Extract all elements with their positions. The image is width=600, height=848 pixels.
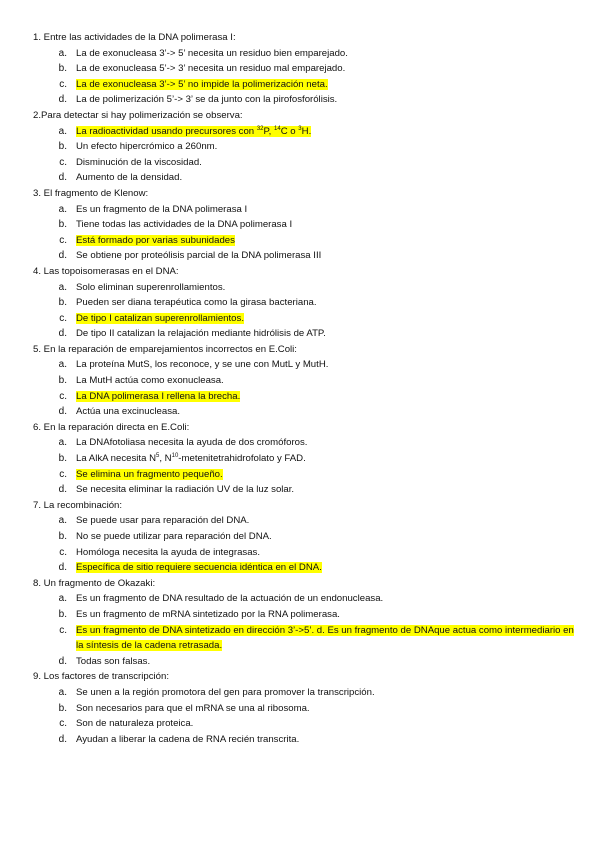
option-text bbox=[76, 311, 578, 327]
answer-option bbox=[33, 389, 578, 405]
question-title: 1. Entre las actividades de la DNA polimerasa I: bbox=[33, 32, 236, 43]
option-letter: c. bbox=[59, 234, 67, 246]
text-run: C o bbox=[280, 125, 296, 137]
option-text bbox=[76, 467, 578, 483]
answer-text bbox=[76, 172, 182, 183]
option-letter: b. bbox=[58, 141, 67, 153]
option-letter: a. bbox=[58, 281, 67, 293]
option-text bbox=[76, 124, 578, 140]
text-run: Pueden ser diana terapéutica como la girasa bacteriana. bbox=[76, 297, 317, 309]
option-text bbox=[76, 623, 578, 654]
superscript: 32 bbox=[256, 125, 264, 132]
option-text bbox=[76, 451, 578, 467]
question-block bbox=[33, 30, 578, 108]
option-letter: a. bbox=[58, 203, 67, 215]
question-block bbox=[33, 498, 578, 576]
option-text bbox=[76, 61, 578, 77]
answer-option bbox=[33, 732, 578, 748]
text-run: Actúa una excinucleasa. bbox=[76, 406, 180, 418]
answer-text bbox=[76, 359, 328, 370]
option-letter: c. bbox=[59, 156, 67, 168]
answer-option bbox=[33, 92, 578, 108]
text-run: Ayudan a liberar la cadena de RNA recién transcrita. bbox=[76, 733, 300, 745]
answer-option bbox=[33, 326, 578, 342]
text-run: De tipo I catalizan superenrollamientos. bbox=[76, 312, 244, 324]
option-text bbox=[76, 92, 578, 108]
option-letter: d. bbox=[58, 562, 67, 574]
option-letter: a. bbox=[58, 515, 67, 527]
question-title: 8. Un fragmento de Okazaki: bbox=[33, 577, 156, 589]
highlighted-answer bbox=[76, 313, 244, 324]
answer-text bbox=[76, 656, 150, 667]
answer-text bbox=[76, 48, 348, 59]
text-run: Son de naturaleza proteica. bbox=[76, 718, 194, 730]
answer-option bbox=[33, 77, 578, 93]
option-letter: a. bbox=[58, 359, 67, 371]
text-run: Se obtiene por proteólisis parcial de la DNA polimerasa III bbox=[76, 250, 322, 262]
answer-text bbox=[76, 297, 317, 308]
option-letter: c. bbox=[59, 78, 67, 90]
option-text bbox=[76, 373, 578, 389]
highlighted-answer bbox=[76, 562, 322, 573]
answer-option bbox=[33, 248, 578, 264]
answer-text bbox=[76, 63, 345, 74]
option-letter: a. bbox=[58, 437, 67, 449]
answer-text bbox=[76, 141, 217, 152]
answer-option bbox=[33, 155, 578, 171]
highlighted-answer bbox=[76, 235, 235, 246]
superscript: 3 bbox=[298, 125, 302, 132]
option-text bbox=[76, 46, 578, 62]
option-text bbox=[76, 357, 578, 373]
option-text bbox=[76, 716, 578, 732]
answer-option bbox=[33, 685, 578, 701]
text-run: Todas son falsas. bbox=[76, 655, 151, 667]
answer-option bbox=[33, 357, 578, 373]
option-text bbox=[76, 404, 578, 420]
text-run: H. bbox=[301, 125, 312, 137]
answer-option bbox=[33, 61, 578, 77]
answer-option bbox=[33, 591, 578, 607]
answer-text bbox=[76, 250, 321, 261]
option-text bbox=[76, 77, 578, 93]
option-letter: d. bbox=[58, 94, 67, 106]
option-text bbox=[76, 482, 578, 498]
option-letter: c. bbox=[59, 718, 67, 730]
option-text bbox=[76, 545, 578, 561]
option-text bbox=[76, 513, 578, 529]
text-run: La de exonucleasa 5’-> 3’ necesita un residuo mal emparejado. bbox=[76, 63, 346, 75]
answer-option bbox=[33, 404, 578, 420]
answer-text bbox=[76, 157, 202, 168]
answer-text bbox=[76, 375, 224, 386]
text-run: Homóloga necesita la ayuda de integrasas. bbox=[76, 546, 260, 558]
option-letter: d. bbox=[58, 655, 67, 667]
answer-text bbox=[76, 437, 307, 448]
option-text bbox=[76, 170, 578, 186]
option-text bbox=[76, 233, 578, 249]
answer-text bbox=[76, 609, 340, 620]
text-run: La de polimerización 5’-> 3’ se da junto con la pirofosforólisis. bbox=[76, 94, 338, 106]
text-run: Específica de sitio requiere secuencia idéntica en el DNA. bbox=[76, 562, 322, 574]
option-text bbox=[76, 202, 578, 218]
text-run: Se necesita eliminar la radiación UV de la luz solar. bbox=[76, 484, 295, 496]
answer-option bbox=[33, 607, 578, 623]
answer-option bbox=[33, 217, 578, 233]
answer-text bbox=[76, 204, 247, 215]
option-letter: c. bbox=[59, 468, 67, 480]
text-run: La de exonucleasa 3’-> 5’ necesita un residuo bien emparejado. bbox=[76, 47, 348, 59]
text-run: Se unen a la región promotora del gen para promover la transcripción. bbox=[76, 686, 375, 698]
text-run: Solo eliminan superenrollamientos. bbox=[76, 281, 226, 293]
answer-option bbox=[33, 280, 578, 296]
question-title: 9. Los factores de transcripción: bbox=[33, 671, 169, 683]
answer-option bbox=[33, 560, 578, 576]
option-letter: d. bbox=[58, 172, 67, 184]
option-letter: d. bbox=[58, 733, 67, 745]
answer-option bbox=[33, 170, 578, 186]
option-text bbox=[76, 529, 578, 545]
text-run: P, bbox=[263, 125, 272, 137]
superscript: 10 bbox=[171, 452, 179, 459]
option-letter: a. bbox=[58, 593, 67, 605]
text-run: Está formado por varias subunidades bbox=[76, 234, 235, 246]
question-title: 2.Para detectar si hay polimerización se observa: bbox=[33, 109, 243, 121]
answer-text bbox=[76, 531, 272, 542]
answer-text bbox=[76, 687, 375, 698]
answer-option bbox=[33, 482, 578, 498]
answer-option bbox=[33, 435, 578, 451]
answer-option bbox=[33, 654, 578, 670]
superscript: 5 bbox=[156, 452, 160, 459]
option-letter: a. bbox=[58, 47, 67, 59]
answer-text bbox=[76, 718, 193, 729]
option-letter: b. bbox=[58, 453, 67, 465]
answer-text bbox=[76, 406, 180, 417]
text-run: La AlkA necesita N bbox=[76, 453, 156, 465]
text-run: Son necesarios para que el mRNA se una al ribosoma. bbox=[76, 702, 310, 714]
option-letter: d. bbox=[58, 328, 67, 340]
question-block bbox=[33, 342, 578, 420]
option-letter: b. bbox=[58, 531, 67, 542]
text-run: Aumento de la densidad. bbox=[76, 172, 183, 184]
highlighted-answer bbox=[76, 625, 574, 652]
option-letter: b. bbox=[58, 702, 67, 714]
answer-option bbox=[33, 513, 578, 529]
option-letter: a. bbox=[58, 686, 67, 698]
highlighted-answer bbox=[76, 126, 311, 137]
option-text bbox=[76, 435, 578, 451]
answer-option bbox=[33, 233, 578, 249]
answer-option bbox=[33, 623, 578, 654]
option-text bbox=[76, 139, 578, 155]
option-text bbox=[76, 217, 578, 233]
question-block bbox=[33, 669, 578, 747]
text-run: La DNA polimerasa I rellena la brecha. bbox=[76, 390, 241, 402]
option-text bbox=[76, 248, 578, 264]
quiz-list bbox=[33, 30, 578, 747]
answer-text bbox=[76, 94, 337, 105]
answer-text bbox=[76, 484, 294, 495]
answer-option bbox=[33, 545, 578, 561]
question-block bbox=[33, 576, 578, 670]
question-title: 5. En la reparación de emparejamientos incorrectos en E.Coli: bbox=[33, 343, 297, 355]
option-text bbox=[76, 701, 578, 717]
text-run: La radioactividad usando precursores con bbox=[76, 125, 255, 137]
question-block bbox=[33, 186, 578, 264]
option-letter: c. bbox=[59, 624, 67, 636]
answer-text bbox=[76, 593, 383, 604]
answer-option bbox=[33, 139, 578, 155]
answer-text bbox=[76, 219, 292, 230]
answer-option bbox=[33, 202, 578, 218]
answer-text bbox=[76, 282, 225, 293]
option-letter: b. bbox=[58, 63, 67, 75]
option-text bbox=[76, 326, 578, 342]
text-run: No se puede utilizar para reparación del DNA. bbox=[76, 531, 272, 542]
text-run: -metenitetrahidrofolato y FAD. bbox=[178, 453, 306, 465]
answer-option bbox=[33, 311, 578, 327]
option-letter: d. bbox=[58, 484, 67, 496]
option-text bbox=[76, 591, 578, 607]
option-letter: b. bbox=[58, 297, 67, 309]
question-block bbox=[33, 108, 578, 186]
text-run: La de exonucleasa 3’-> 5’ no impide la polimerización neta. bbox=[76, 78, 328, 90]
highlighted-answer bbox=[76, 469, 223, 480]
question-title: 4. Las topoisomerasas en el DNA: bbox=[33, 265, 179, 277]
answer-text bbox=[76, 703, 310, 714]
question-block bbox=[33, 264, 578, 342]
answer-text bbox=[76, 328, 326, 339]
answer-option bbox=[33, 295, 578, 311]
option-text bbox=[76, 560, 578, 576]
answer-text bbox=[76, 547, 260, 558]
option-text bbox=[76, 654, 578, 670]
option-letter: c. bbox=[59, 312, 67, 324]
option-letter: a. bbox=[58, 125, 67, 137]
option-text bbox=[76, 155, 578, 171]
text-run: La proteína MutS, los reconoce, y se une con MutL y MutH. bbox=[76, 359, 329, 371]
text-run: , N bbox=[159, 453, 172, 465]
text-run: La MutH actúa como exonucleasa. bbox=[76, 375, 224, 387]
option-text bbox=[76, 607, 578, 623]
option-letter: d. bbox=[58, 250, 67, 262]
option-letter: b. bbox=[58, 219, 67, 231]
option-letter: c. bbox=[59, 546, 67, 558]
answer-text bbox=[76, 734, 299, 745]
text-run: Es un fragmento de mRNA sintetizado por la RNA polimerasa. bbox=[76, 608, 340, 620]
text-run: Es un fragmento de la DNA polimerasa I bbox=[76, 203, 248, 215]
highlighted-answer bbox=[76, 79, 328, 90]
option-text bbox=[76, 685, 578, 701]
question-title: 7. La recombinación: bbox=[33, 499, 123, 511]
question-block bbox=[33, 420, 578, 498]
answer-option bbox=[33, 529, 578, 545]
answer-option bbox=[33, 46, 578, 62]
text-run: Se puede usar para reparación del DNA. bbox=[76, 515, 250, 527]
answer-option bbox=[33, 467, 578, 483]
option-text bbox=[76, 280, 578, 296]
option-letter: b. bbox=[58, 608, 67, 620]
option-text bbox=[76, 295, 578, 311]
text-run: Es un fragmento de DNA resultado de la actuación de un endonucleasa. bbox=[76, 593, 384, 605]
answer-option bbox=[33, 451, 578, 467]
text-run: Tiene todas las actividades de la DNA polimerasa I bbox=[76, 219, 293, 231]
question-title: 3. El fragmento de Klenow: bbox=[33, 187, 149, 199]
answer-text bbox=[76, 515, 249, 526]
text-run: De tipo II catalizan la relajación mediante hidrólisis de ATP. bbox=[76, 328, 326, 340]
answer-option bbox=[33, 701, 578, 717]
option-letter: b. bbox=[58, 375, 67, 387]
option-letter: d. bbox=[58, 406, 67, 418]
text-run: Disminución de la viscosidad. bbox=[76, 156, 202, 168]
superscript: 14 bbox=[274, 125, 281, 132]
answer-option bbox=[33, 716, 578, 732]
text-run: Se elimina un fragmento pequeño. bbox=[76, 468, 223, 480]
option-text bbox=[76, 732, 578, 748]
text-run: La DNAfotoliasa necesita la ayuda de dos cromóforos. bbox=[76, 437, 308, 449]
option-text bbox=[76, 389, 578, 405]
answer-option bbox=[33, 373, 578, 389]
answer-option bbox=[33, 124, 578, 140]
text-run: Un efecto hipercrómico a 260nm. bbox=[76, 141, 218, 153]
highlighted-answer bbox=[76, 391, 240, 402]
answer-text bbox=[76, 453, 306, 464]
option-letter: c. bbox=[59, 390, 67, 402]
question-title: 6. En la reparación directa en E.Coli: bbox=[33, 421, 190, 433]
text-run: Es un fragmento de DNA sintetizado en dirección 3’->5’. d. Es un fragmento de DNAque actua como intermediario en la síntesis de la cadena retrasada. bbox=[76, 624, 574, 652]
